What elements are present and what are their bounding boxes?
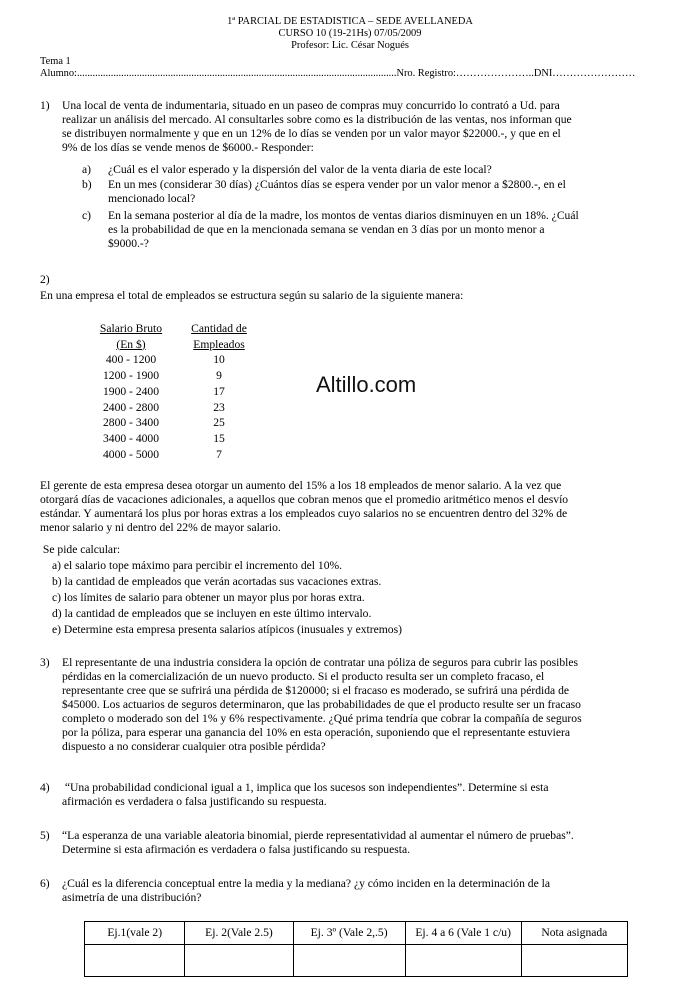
q3-number: 3) xyxy=(40,656,50,669)
q2-paragraph xyxy=(40,479,672,535)
q5-number: 5) xyxy=(40,829,50,842)
q1-line: realizar un análisis del mercado. Al consultarles sobre como es la distribución de las ventas, nos informan que xyxy=(62,113,572,126)
q2-para-line: otorgará días de vacaciones adicionales, a aquellos que cobran menos que el promedio aritmético menos el desvío xyxy=(40,493,569,506)
q1-line: se distribuyen normalmente y que en un 12% de lo días se venden por un valor mayor $22000.-, y que en el xyxy=(62,127,561,140)
table-row xyxy=(82,415,258,431)
professor-line: Profesor: Lic. César Nogués xyxy=(291,40,409,51)
grade-header: Ej.1(vale 2) xyxy=(85,922,185,945)
q2-item: d) la cantidad de empleados que se incluyen en este último intervalo. xyxy=(52,607,372,620)
q3-line: dispuesto a no considerar cualquier otra posible pérdida? xyxy=(62,740,326,753)
grade-header: Ej. 2(Vale 2.5) xyxy=(185,922,293,945)
q1-item-b xyxy=(108,178,672,206)
table-row xyxy=(82,431,258,447)
salary-range: 2400 - 2800 xyxy=(102,400,160,414)
q2-intro: En una empresa el total de empleados se estructura según su salario de la siguiente manera: xyxy=(40,289,464,302)
q1-item-line: En un mes (considerar 30 días) ¿Cuántos días se espera vender por un valor menor a $2800.-, en el xyxy=(108,178,566,191)
q2-number: 2) xyxy=(40,273,50,286)
employee-count: 23 xyxy=(213,400,225,414)
q3-line: El representante de una industria considera la opción de contratar una póliza de seguros para cubrir las posibles xyxy=(62,656,579,669)
q4-text xyxy=(62,781,672,809)
q2-para-line: menor salario y ni dentro del 22% de mayor salario. xyxy=(40,521,281,534)
q1-item-line: mencionado local? xyxy=(108,192,196,205)
q6-line: ¿Cuál es la diferencia conceptual entre la media y la mediana? ¿y cómo inciden en la determinación de la xyxy=(62,877,550,890)
salary-header-unit: (En $) xyxy=(116,337,146,351)
q2-para-line: El gerente de esta empresa desea otorgar un aumento del 15% a los 18 empleados de menor salario. A la vez que xyxy=(40,479,562,492)
q1-item-label: b) xyxy=(82,178,92,191)
table-row xyxy=(82,447,258,463)
salary-header: Salario Bruto xyxy=(99,322,163,335)
q6-line: asimetría de una distribución? xyxy=(62,891,202,904)
table-row xyxy=(82,352,258,368)
q3-line: pérdidas en la comercialización de un nuevo producto. Si el producto resulta ser un completo fracaso, el xyxy=(62,670,545,683)
q1-item-label: c) xyxy=(82,209,92,222)
q3-line: $45000. Los actuarios de seguros determinaron, que las probabilidades de que el producto resulte ser un fracaso xyxy=(62,698,581,711)
salary-range: 1900 - 2400 xyxy=(102,384,160,398)
q4-number: 4) xyxy=(40,781,50,794)
course-line: CURSO 10 (19-21Hs) 07/05/2009 xyxy=(278,28,422,39)
salary-table xyxy=(82,321,258,462)
count-header-sub: Empleados xyxy=(193,337,245,351)
grade-header: Ej. 3º (Vale 2,.5) xyxy=(293,922,405,945)
grades-table xyxy=(84,921,628,977)
q3-line: representante cree que se sufrirá una pérdida de $120000; si el fracaso es moderado, se sufrirá una pérdida de xyxy=(62,684,570,697)
q2-item: a) el salario tope máximo para percibir el incremento del 10%. xyxy=(52,559,343,572)
q1-text xyxy=(62,99,672,155)
q3-line: por la póliza, para esperar una ganancia del 10% en esta operación, suponiendo que el representante estuviera xyxy=(62,726,570,739)
salary-range: 400 - 1200 xyxy=(105,353,157,367)
salary-range: 1200 - 1900 xyxy=(102,369,160,383)
q1-item-line: es la probabilidad de que en la mencionada semana se vendan en 3 días por un monto menor a xyxy=(108,223,545,236)
employee-count: 10 xyxy=(213,353,225,367)
q2-item: b) la cantidad de empleados que verán acortadas sus vacaciones extras. xyxy=(52,575,382,588)
employee-count: 17 xyxy=(213,384,225,398)
grade-cell[interactable] xyxy=(405,945,521,977)
count-header: Cantidad de xyxy=(191,322,247,335)
grade-cell[interactable] xyxy=(521,945,627,977)
q2-items xyxy=(52,559,402,639)
employee-count: 9 xyxy=(216,369,222,383)
salary-range: 3400 - 4000 xyxy=(102,431,160,445)
q1-item-line: ¿Cuál es el valor esperado y la dispersión del valor de la venta diaria de este local? xyxy=(108,163,492,176)
salary-range: 4000 - 5000 xyxy=(102,447,160,461)
q2-para-line: estándar. Y aumentará los plus por horas extras a los empleados cuyo salarios no se encuentren dentro del 32% de xyxy=(40,507,568,520)
tema-label: Tema 1 xyxy=(40,56,71,67)
q5-line: “La esperanza de una variable aleatoria binomial, pierde representatividad al aumentar el número de pruebas”. xyxy=(62,829,574,842)
q1-item-line: En la semana posterior al día de la madre, los montos de ventas diarios disminuyen en un 18%. ¿Cuál xyxy=(108,209,579,222)
q6-text xyxy=(62,877,672,905)
grade-cell[interactable] xyxy=(293,945,405,977)
grade-cell[interactable] xyxy=(85,945,185,977)
employee-count: 25 xyxy=(213,416,225,430)
table-row xyxy=(82,400,258,416)
q5-line: Determine si esta afirmación es verdadera o falsa justificando su respuesta. xyxy=(62,843,410,856)
q4-line: afirmación es verdadera o falsa justificando su respuesta. xyxy=(62,795,327,808)
q1-number: 1) xyxy=(40,99,50,112)
exam-title: 1ª PARCIAL DE ESTADISTICA – SEDE AVELLANEDA xyxy=(227,16,473,27)
altillo-watermark: Altillo.com xyxy=(316,372,417,397)
grade-header: Nota asignada xyxy=(521,922,627,945)
grade-cell[interactable] xyxy=(185,945,293,977)
q2-ask: Se pide calcular: xyxy=(40,543,121,556)
q1-line: Una local de venta de indumentaria, situado en un paseo de compras muy concurrido lo contrató a Ud. para xyxy=(62,99,560,112)
q5-text xyxy=(62,829,672,857)
q4-line: “Una probabilidad condicional igual a 1, implica que los sucesos son independientes”. Determine si esta xyxy=(62,781,549,794)
grade-header: Ej. 4 a 6 (Vale 1 c/u) xyxy=(405,922,521,945)
q1-item-label: a) xyxy=(82,163,92,176)
q3-text xyxy=(62,656,672,754)
employee-count: 15 xyxy=(213,431,225,445)
salary-range: 2800 - 3400 xyxy=(102,416,160,430)
q2-item: e) Determine esta empresa presenta salarios atípicos (inusuales y extremos) xyxy=(52,623,402,636)
table-row xyxy=(82,368,258,384)
q1-line: 9% de los días se vende menos de $6000.- Responder: xyxy=(62,141,314,154)
q3-line: completo o moderado son del 1% y 6% respectivamente. ¿Qué prima tendría que cobrar la compañía de seguros xyxy=(62,712,582,725)
q6-number: 6) xyxy=(40,877,50,890)
q1-item-c xyxy=(108,209,672,251)
employee-count: 7 xyxy=(216,447,222,461)
q1-item-line: $9000.-? xyxy=(108,237,149,250)
q1-item-a xyxy=(108,163,672,177)
q2-item: c) los límites de salario para obtener un mayor plus por horas extra. xyxy=(52,591,365,604)
table-row xyxy=(82,384,258,400)
student-info-line: Alumno:...........................................................................................................................Nro. Registro:…………………..DNI…………………… xyxy=(40,68,636,79)
